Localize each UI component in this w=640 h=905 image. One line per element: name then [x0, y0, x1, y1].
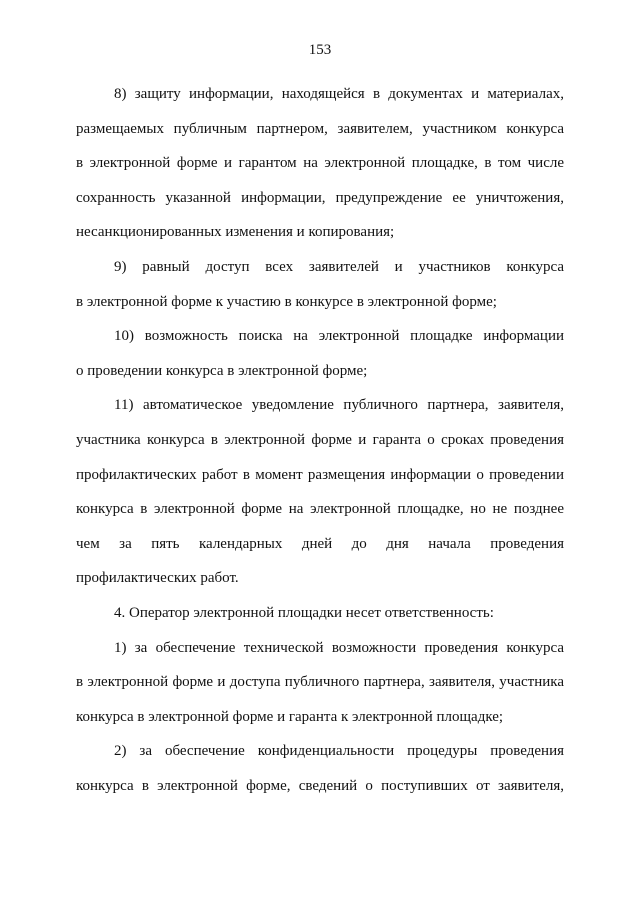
page-number: 153: [308, 42, 332, 58]
paragraph-item-1: [76, 631, 564, 735]
paragraph-item-9: [76, 250, 564, 319]
paragraph-section-4: [76, 596, 564, 631]
text-line: конкурса в электронной форме и гаранта к электронной площадке;: [76, 708, 504, 725]
text-line: размещаемых публичным партнером, заявителем, участником конкурса: [76, 120, 564, 137]
paragraph-item-11: [76, 388, 564, 596]
text-line: участника конкурса в электронной форме и гаранта о сроках проведения: [76, 431, 564, 448]
text-line: 1) за обеспечение технической возможности проведения конкурса: [114, 639, 564, 656]
text-line: о проведении конкурса в электронной форме;: [76, 362, 368, 379]
text-line: 10) возможность поиска на электронной площадке информации: [114, 328, 564, 345]
text-line: конкурса в электронной форме на электронной площадке, но не позднее: [76, 501, 564, 518]
text-line: профилактических работ в момент размещения информации о проведении: [76, 466, 564, 483]
paragraph-item-8: [76, 77, 564, 250]
text-line: в электронной форме и гарантом на электронной площадке, в том числе: [76, 155, 564, 172]
text-line: чем за пять календарных дней до дня начала проведения: [76, 535, 564, 552]
paragraph-item-2: [76, 734, 564, 803]
paragraph-item-10: [76, 319, 564, 388]
text-line: несанкционированных изменения и копирования;: [76, 224, 395, 241]
text-line: в электронной форме к участию в конкурсе в электронной форме;: [76, 293, 497, 310]
text-line: 4. Оператор электронной площадки несет ответственность:: [114, 604, 494, 621]
text-line: в электронной форме и доступа публичного партнера, заявителя, участника: [76, 674, 564, 691]
text-line: 8) защиту информации, находящейся в документах и материалах,: [114, 86, 564, 102]
text-line: 11) автоматическое уведомление публичного партнера, заявителя,: [114, 397, 564, 414]
text-line: 9) равный доступ всех заявителей и участников конкурса: [114, 258, 564, 275]
document-body: [76, 77, 564, 803]
text-line: сохранность указанной информации, предупреждение ее уничтожения,: [76, 189, 564, 206]
text-line: профилактических работ.: [76, 570, 239, 587]
text-line: 2) за обеспечение конфиденциальности процедуры проведения: [114, 743, 564, 760]
text-line: конкурса в электронной форме, сведений о поступивших от заявителя,: [76, 777, 564, 794]
